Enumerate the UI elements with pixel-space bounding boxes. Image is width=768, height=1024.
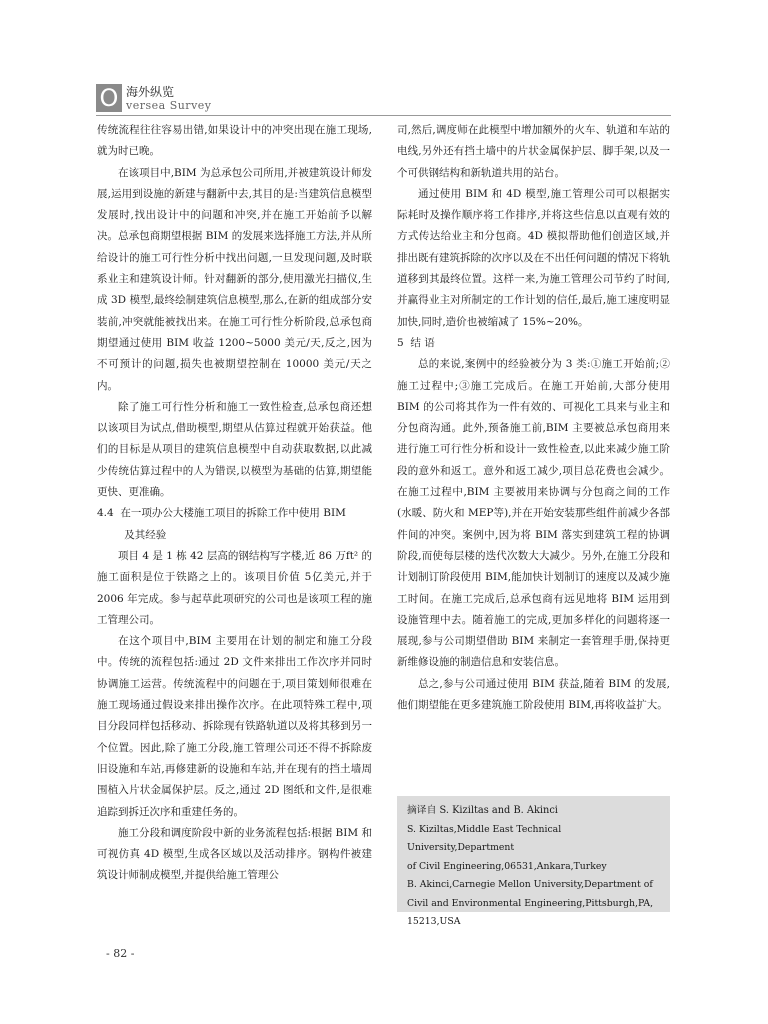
header-subtitle: versea Survey: [126, 99, 212, 112]
right-column: [397, 120, 670, 716]
source-line: Civil and Environmental Engineering,Pittsburgh,PA,: [407, 897, 654, 909]
header-title: 海外纵览: [126, 85, 175, 99]
paragraph: 除了施工可行性分析和施工一致性检查,总承包商还想以该项目为试点,借助模型,期望从估算过程就开始获益。他们的目标是从项目的建筑信息模型中自动获取数据,以此减少传统估算过程中的人为错误,以模型为基础的估算,期望能更快、更准确。: [97, 400, 372, 499]
paragraph: 在这个项目中,BIM 主要用在计划的制定和施工分段中。传统的流程包括:通过 2D 文件来排出工作次序并同时协调施工运营。传统流程中的问题在于,项目策划师很难在施工现场通过假设来排出操作次序。在此项特殊工程中,项目分段同样包括移动、拆除现有铁路轨道以及将其移到另一个位置。因此,除了施工分段,施工管理公司还不得不拆除废旧设施和车站,再修建新的设施和车站,并在现有的挡土墙周围植入片状金属保护层。反之,通过 2D 图纸和文件,是很难追踪到拆迁次序和重建任务的。: [97, 635, 372, 818]
journal-header: [96, 82, 212, 114]
subsection-heading: [97, 503, 372, 524]
header-logo: O: [96, 84, 122, 112]
paragraph: 司,然后,调度师在此模型中增加额外的火车、轨道和车站的电线,另外还有挡土墙中的片状金属保护层、脚手架,以及一个可供钢结构和新轨道共用的站台。: [397, 124, 670, 179]
section-heading: [397, 333, 670, 354]
source-line: 15213,USA: [407, 916, 461, 927]
paragraph: 传统流程往往容易出错,如果设计中的冲突出现在施工现场,就为时已晚。: [97, 124, 372, 158]
paragraph: 项目 4 是 1 栋 42 层高的钢结构写字楼,近 86 万ft² 的施工面积是位于铁路之上的。该项目价值 5亿美元,并于 2006 年完成。参与起草此项研究的公司也是该项工程的施工管理公司。: [97, 549, 372, 626]
source-box: [397, 796, 670, 927]
source-line: of Civil Engineering,06531,Ankara,Turkey: [407, 860, 607, 872]
subsection-number: 4.4: [97, 507, 114, 520]
paragraph: 总之,参与公司通过使用 BIM 获益,随着 BIM 的发展,他们期望能在更多建筑施工阶段使用 BIM,再将收益扩大。: [397, 677, 670, 712]
left-column: [97, 120, 372, 887]
source-line: S. Kiziltas,Middle East Technical University,Department: [407, 823, 562, 853]
header-divider: [96, 115, 671, 116]
paragraph: 在该项目中,BIM 为总承包公司所用,并被建筑设计师发展,运用到设施的新建与翻新中去,其目的是:当建筑信息模型发展时,找出设计中的问题和冲突,并在施工开始前予以解决。总承包商期望根据 BIM 的发展来选择施工方法,并从所给设计的施工可行性分析中找出问题,一旦发现问题,及时联系业主和建筑设计师。针对翻新的部分,使用激光扫描仪,生成 3D 模型,最终绘制建筑信息模型,那么,在新的组成部分安装前,冲突就能被找出来。在施工可行性分析阶段,总承包商期望通过使用 BIM 收益 1200~5000 美元/天,反之,因为不可预计的问题,损失也被期望控制在 10000 美元/天之内。: [97, 166, 372, 392]
paragraph: 总的来说,案例中的经验被分为 3 类:①施工开始前;②施工过程中;③施工完成后。在施工开始前,大部分使用 BIM 的公司将其作为一件有效的、可视化工具来与业主和分包商沟通。此外,预备施工前,BIM 主要被总承包商用来进行施工可行性分析和设计一致性检查,以此来减少施工阶段的意外和返工。意外和返工减少,项目总花费也会减少。在施工过程中,BIM 主要被用来协调与分包商之间的工作(水暖、防火和 MEP等),并在开始安装那些组件前减少各部件间的冲突。案例中,因为将 BIM 落实到建筑工程的协调阶段,而使每层楼的迭代次数大大减少。另外,在施工分段和计划制订阶段使用 BIM,能加快计划制订的速度以及减少施工时间。在施工完成后,总承包商有远见地将 BIM 运用到设施管理中去。随着施工的完成,更加多样化的问题将逐一展现,参与公司期望借助 BIM 来制定一套管理手册,保持更新维修设施的制造信息和安装信息。: [397, 358, 670, 669]
section-number: 5: [397, 336, 404, 349]
page-number: - 82 -: [106, 947, 135, 960]
subsection-title-continued: 及其经验: [124, 528, 167, 541]
paragraph: 通过使用 BIM 和 4D 模型,施工管理公司可以根据实际耗时及操作顺序将工作排序,并将这些信息以直观有效的方式传达给业主和分包商。4D 模拟帮助他们创造区域,并排出既有建筑拆除的次序以及在不出任何问题的情况下将轨道移到其最终位置。这样一来,为施工管理公司节约了时间,并赢得业主对所制定的工作计划的信任,最后,施工速度明显加快,同时,造价也被缩减了 15%~20%。: [397, 187, 670, 328]
subsection-title: 在一项办公大楼施工项目的拆除工作中使用 BIM: [120, 507, 346, 520]
paragraph: 施工分段和调度阶段中新的业务流程包括:根据 BIM 和可视仿真 4D 模型,生成各区域以及活动排序。钢构件被建筑设计师制成模型,并提供给施工管理公: [97, 826, 372, 882]
source-authors: S. Kiziltas and B. Akinci: [439, 805, 558, 816]
source-line: B. Akinci,Carnegie Mellon University,Department of: [407, 879, 653, 890]
source-heading: [407, 802, 660, 821]
source-label: 摘译自: [407, 805, 437, 816]
section-title: 结 语: [410, 336, 435, 349]
